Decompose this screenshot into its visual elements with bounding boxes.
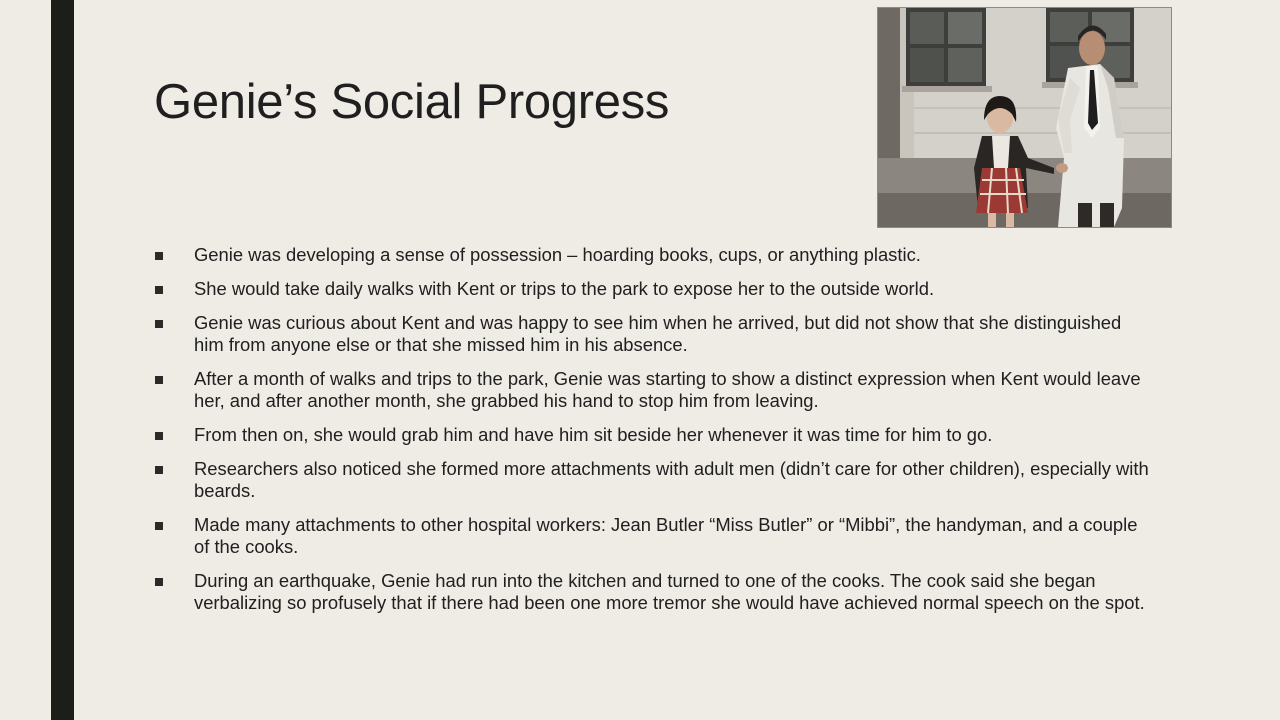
list-item [155,570,1155,614]
bullet-text: During an earthquake, Genie had run into the kitchen and turned to one of the cooks. The cook said she began verbalizing so profusely that if there had been one more tremor she would have achieved normal speech on the spot. [194,570,1145,613]
list-item [155,278,1155,300]
bullet-text: Researchers also noticed she formed more attachments with adult men (didn’t care for other children), especially with beards. [194,458,1149,501]
accent-bar [51,0,74,720]
slide-photo [877,7,1172,228]
bullet-marker [155,320,163,328]
bullet-marker [155,466,163,474]
bullet-marker [155,578,163,586]
list-item [155,244,1155,266]
bullet-marker [155,252,163,260]
slide-title: Genie’s Social Progress [154,75,670,129]
bullet-text: After a month of walks and trips to the park, Genie was starting to show a distinct expression when Kent would leave her, and after another month, she grabbed his hand to stop him from leaving. [194,368,1141,411]
list-item [155,514,1155,558]
bullet-marker [155,286,163,294]
list-item [155,424,1155,446]
bullet-list [155,244,1155,626]
bullet-text: From then on, she would grab him and have him sit beside her whenever it was time for him to go. [194,424,993,445]
bullet-text: Made many attachments to other hospital workers: Jean Butler “Miss Butler” or “Mibbi”, the handyman, and a couple of the cooks. [194,514,1138,557]
bullet-text: She would take daily walks with Kent or trips to the park to expose her to the outside world. [194,278,935,299]
bullet-marker [155,432,163,440]
bullet-text: Genie was developing a sense of possession – hoarding books, cups, or anything plastic. [194,244,921,265]
bullet-marker [155,522,163,530]
bullet-marker [155,376,163,384]
list-item [155,368,1155,412]
list-item [155,458,1155,502]
bullet-text: Genie was curious about Kent and was happy to see him when he arrived, but did not show that she distinguished him from anyone else or that she missed him in his absence. [194,312,1122,355]
list-item [155,312,1155,356]
